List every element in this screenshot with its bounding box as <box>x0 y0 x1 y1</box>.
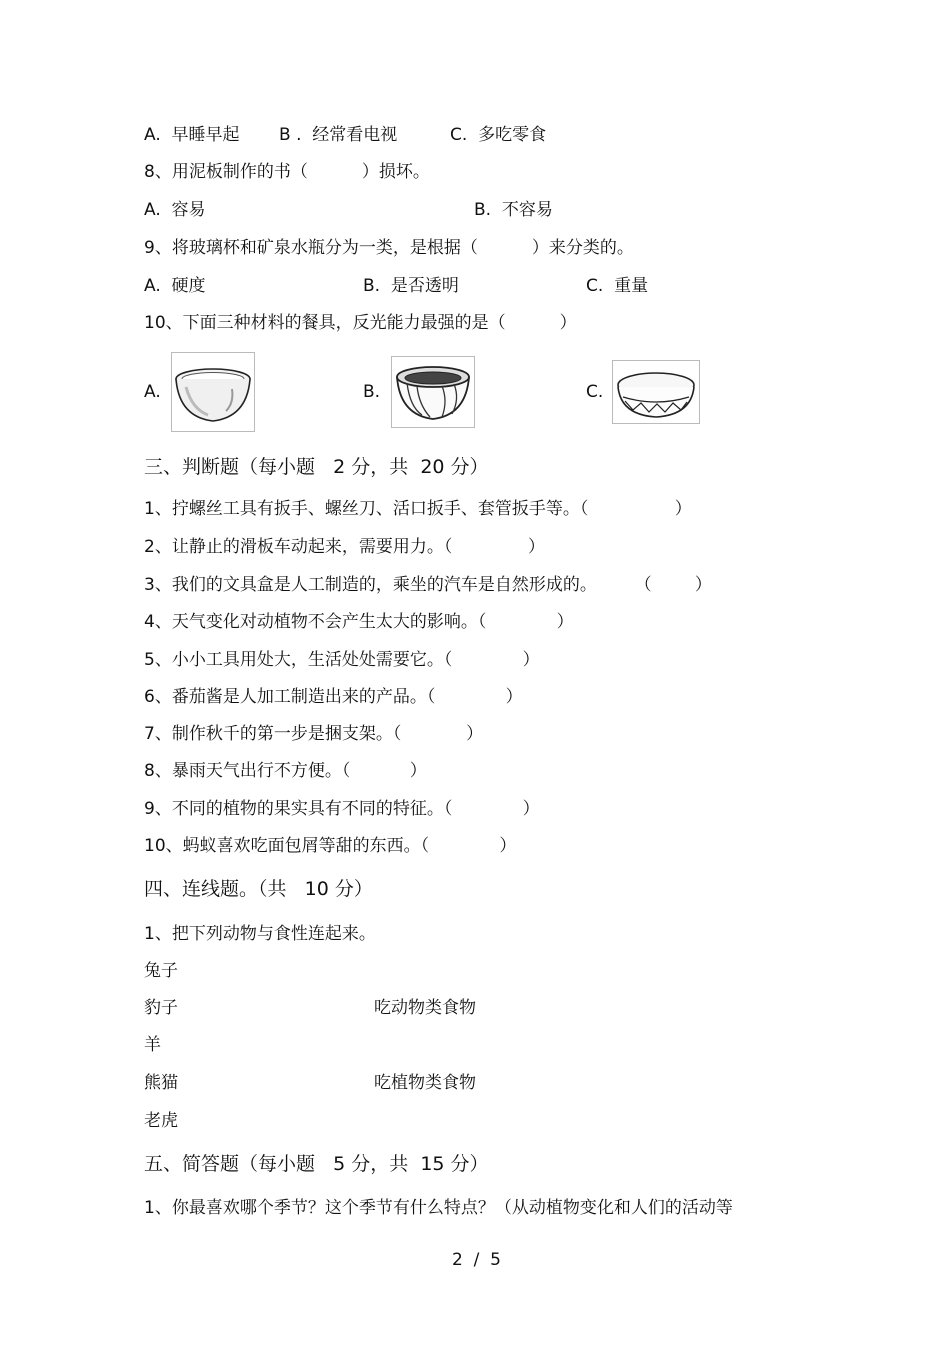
wooden-bowl-image <box>391 356 475 428</box>
q8-stem: 8、用泥板制作的书（ ）损坏。 <box>144 162 430 182</box>
matching-prompt: 1、把下列动物与食性连起来。 <box>144 924 376 944</box>
judge-item: 1、拧螺丝工具有扳手、螺丝刀、活口扳手、套管扳手等。（ ） <box>144 499 692 519</box>
judge-item: 5、小小工具用处大，生活处处需要它。（ ） <box>144 650 540 670</box>
judge-item: 4、天气变化对动植物不会产生太大的影响。（ ） <box>144 612 574 632</box>
animal-item: 熊猫 <box>144 1073 178 1093</box>
section4-title: 四、连线题。（共 10 分） <box>144 878 373 900</box>
q8-option-b: B. 不容易 <box>474 200 553 220</box>
judge-item: 6、番茄酱是人加工制造出来的产品。（ ） <box>144 687 523 707</box>
q9-stem: 9、将玻璃杯和矿泉水瓶分为一类，是根据（ ）来分类的。 <box>144 238 634 258</box>
judge-item: 2、让静止的滑板车动起来，需要用力。（ ） <box>144 537 545 557</box>
diet-item: 吃动物类食物 <box>374 998 476 1018</box>
judge-item: 7、制作秋千的第一步是捆支架。（ ） <box>144 724 484 744</box>
q10-option-b-label: B. <box>363 382 381 402</box>
judge-item: 8、暴雨天气出行不方便。（ ） <box>144 761 427 781</box>
section3-title: 三、判断题（每小题 2 分，共 20 分） <box>144 456 489 478</box>
q9-option-c: C. 重量 <box>586 276 649 296</box>
section5-title: 五、简答题（每小题 5 分，共 15 分） <box>144 1153 489 1175</box>
q9-option-b: B. 是否透明 <box>363 276 459 296</box>
animal-item: 兔子 <box>144 961 178 981</box>
page-number: 2 / 5 <box>452 1250 501 1270</box>
q7-option-a: A. 早睡早起 <box>144 125 240 145</box>
q8-option-a: A. 容易 <box>144 200 206 220</box>
animal-item: 老虎 <box>144 1111 178 1131</box>
judge-item: 10、蚂蚁喜欢吃面包屑等甜的东西。（ ） <box>144 836 517 856</box>
short-answer-q1: 1、你最喜欢哪个季节？这个季节有什么特点？（从动植物变化和人们的活动等 <box>144 1198 733 1218</box>
q9-option-a: A. 硬度 <box>144 276 206 296</box>
judge-item: 3、我们的文具盒是人工制造的，乘坐的汽车是自然形成的。 （ ） <box>144 575 712 595</box>
q7-option-c: C. 多吃零食 <box>450 125 547 145</box>
animal-item: 羊 <box>144 1035 161 1055</box>
animal-item: 豹子 <box>144 998 178 1018</box>
q7-option-b: B . 经常看电视 <box>279 125 398 145</box>
steel-bowl-image <box>171 352 255 432</box>
diet-item: 吃植物类食物 <box>374 1073 476 1093</box>
ceramic-bowl-image <box>612 360 700 424</box>
q10-option-a-label: A. <box>144 382 161 402</box>
q10-option-c-label: C. <box>586 382 604 402</box>
judge-item: 9、不同的植物的果实具有不同的特征。（ ） <box>144 799 540 819</box>
q10-stem: 10、下面三种材料的餐具，反光能力最强的是（ ） <box>144 313 577 333</box>
